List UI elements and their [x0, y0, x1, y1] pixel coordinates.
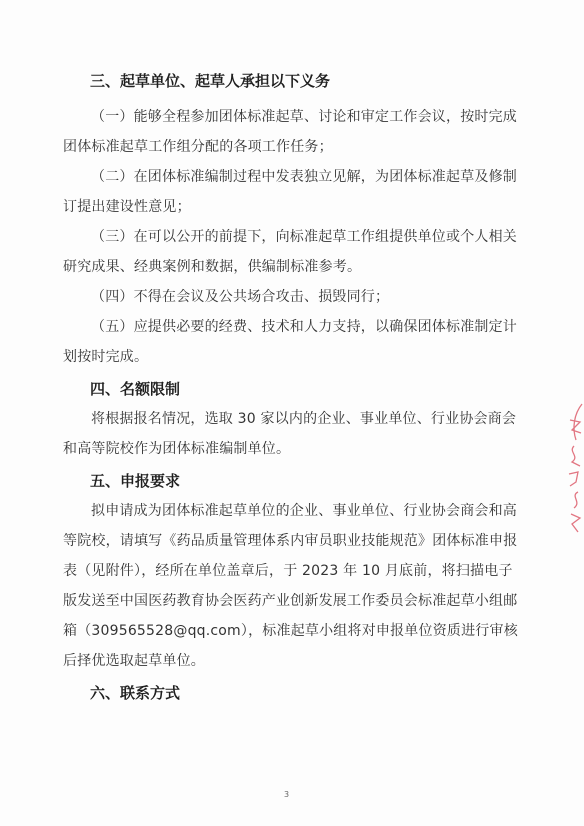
seal-stamp-edge — [566, 400, 584, 540]
section-5-heading: 五、申报要求 — [90, 472, 181, 490]
section-3-item-3: （三）在可以公开的前提下，向标准起草工作组提供单位或个人相关研究成果、经典案例和数据，供编制标准参考。 — [63, 229, 517, 275]
page-number: 3 — [284, 790, 290, 799]
seal-stamp-graphic — [566, 400, 584, 540]
section-4-heading: 四、名额限制 — [90, 380, 181, 398]
section-5-text: 拟申请成为团体标准起草单位的企业、事业单位、行业协会商会和高等院校，请填写《药品质量管理体系内审员职业技能规范》团体标准申报表（见附件），经所在单位盖章后，于 2023 年 10 月底前，将扫描电子版发送至中国医药教育协会医药产业创新发展工作委员会标准起草小组邮箱（309565528@qq.com），标准起草小组将对申报单位资质进行审核后择优选取起草单位。 — [63, 503, 518, 669]
section-3-item-4: （四）不得在会议及公共场合攻击、损毁同行； — [91, 289, 390, 305]
section-3-item-2: （二）在团体标准编制过程中发表独立见解，为团体标准起草及修制订提出建设性意见； — [63, 169, 517, 215]
section-3-heading: 三、起草单位、起草人承担以下义务 — [90, 72, 331, 90]
section-6-heading: 六、联系方式 — [90, 684, 181, 702]
section-3-item-5: （五）应提供必要的经费、技术和人力支持，以确保团体标准制定计划按时完成。 — [63, 319, 517, 365]
section-3-item-1: （一）能够全程参加团体标准起草、讨论和审定工作会议，按时完成团体标准起草工作组分配的各项工作任务； — [63, 109, 517, 155]
document-body — [63, 70, 525, 704]
section-4-text: 将根据报名情况，选取 30 家以内的企业、事业单位、行业协会商会和高等院校作为团体标准编制单位。 — [63, 411, 517, 457]
